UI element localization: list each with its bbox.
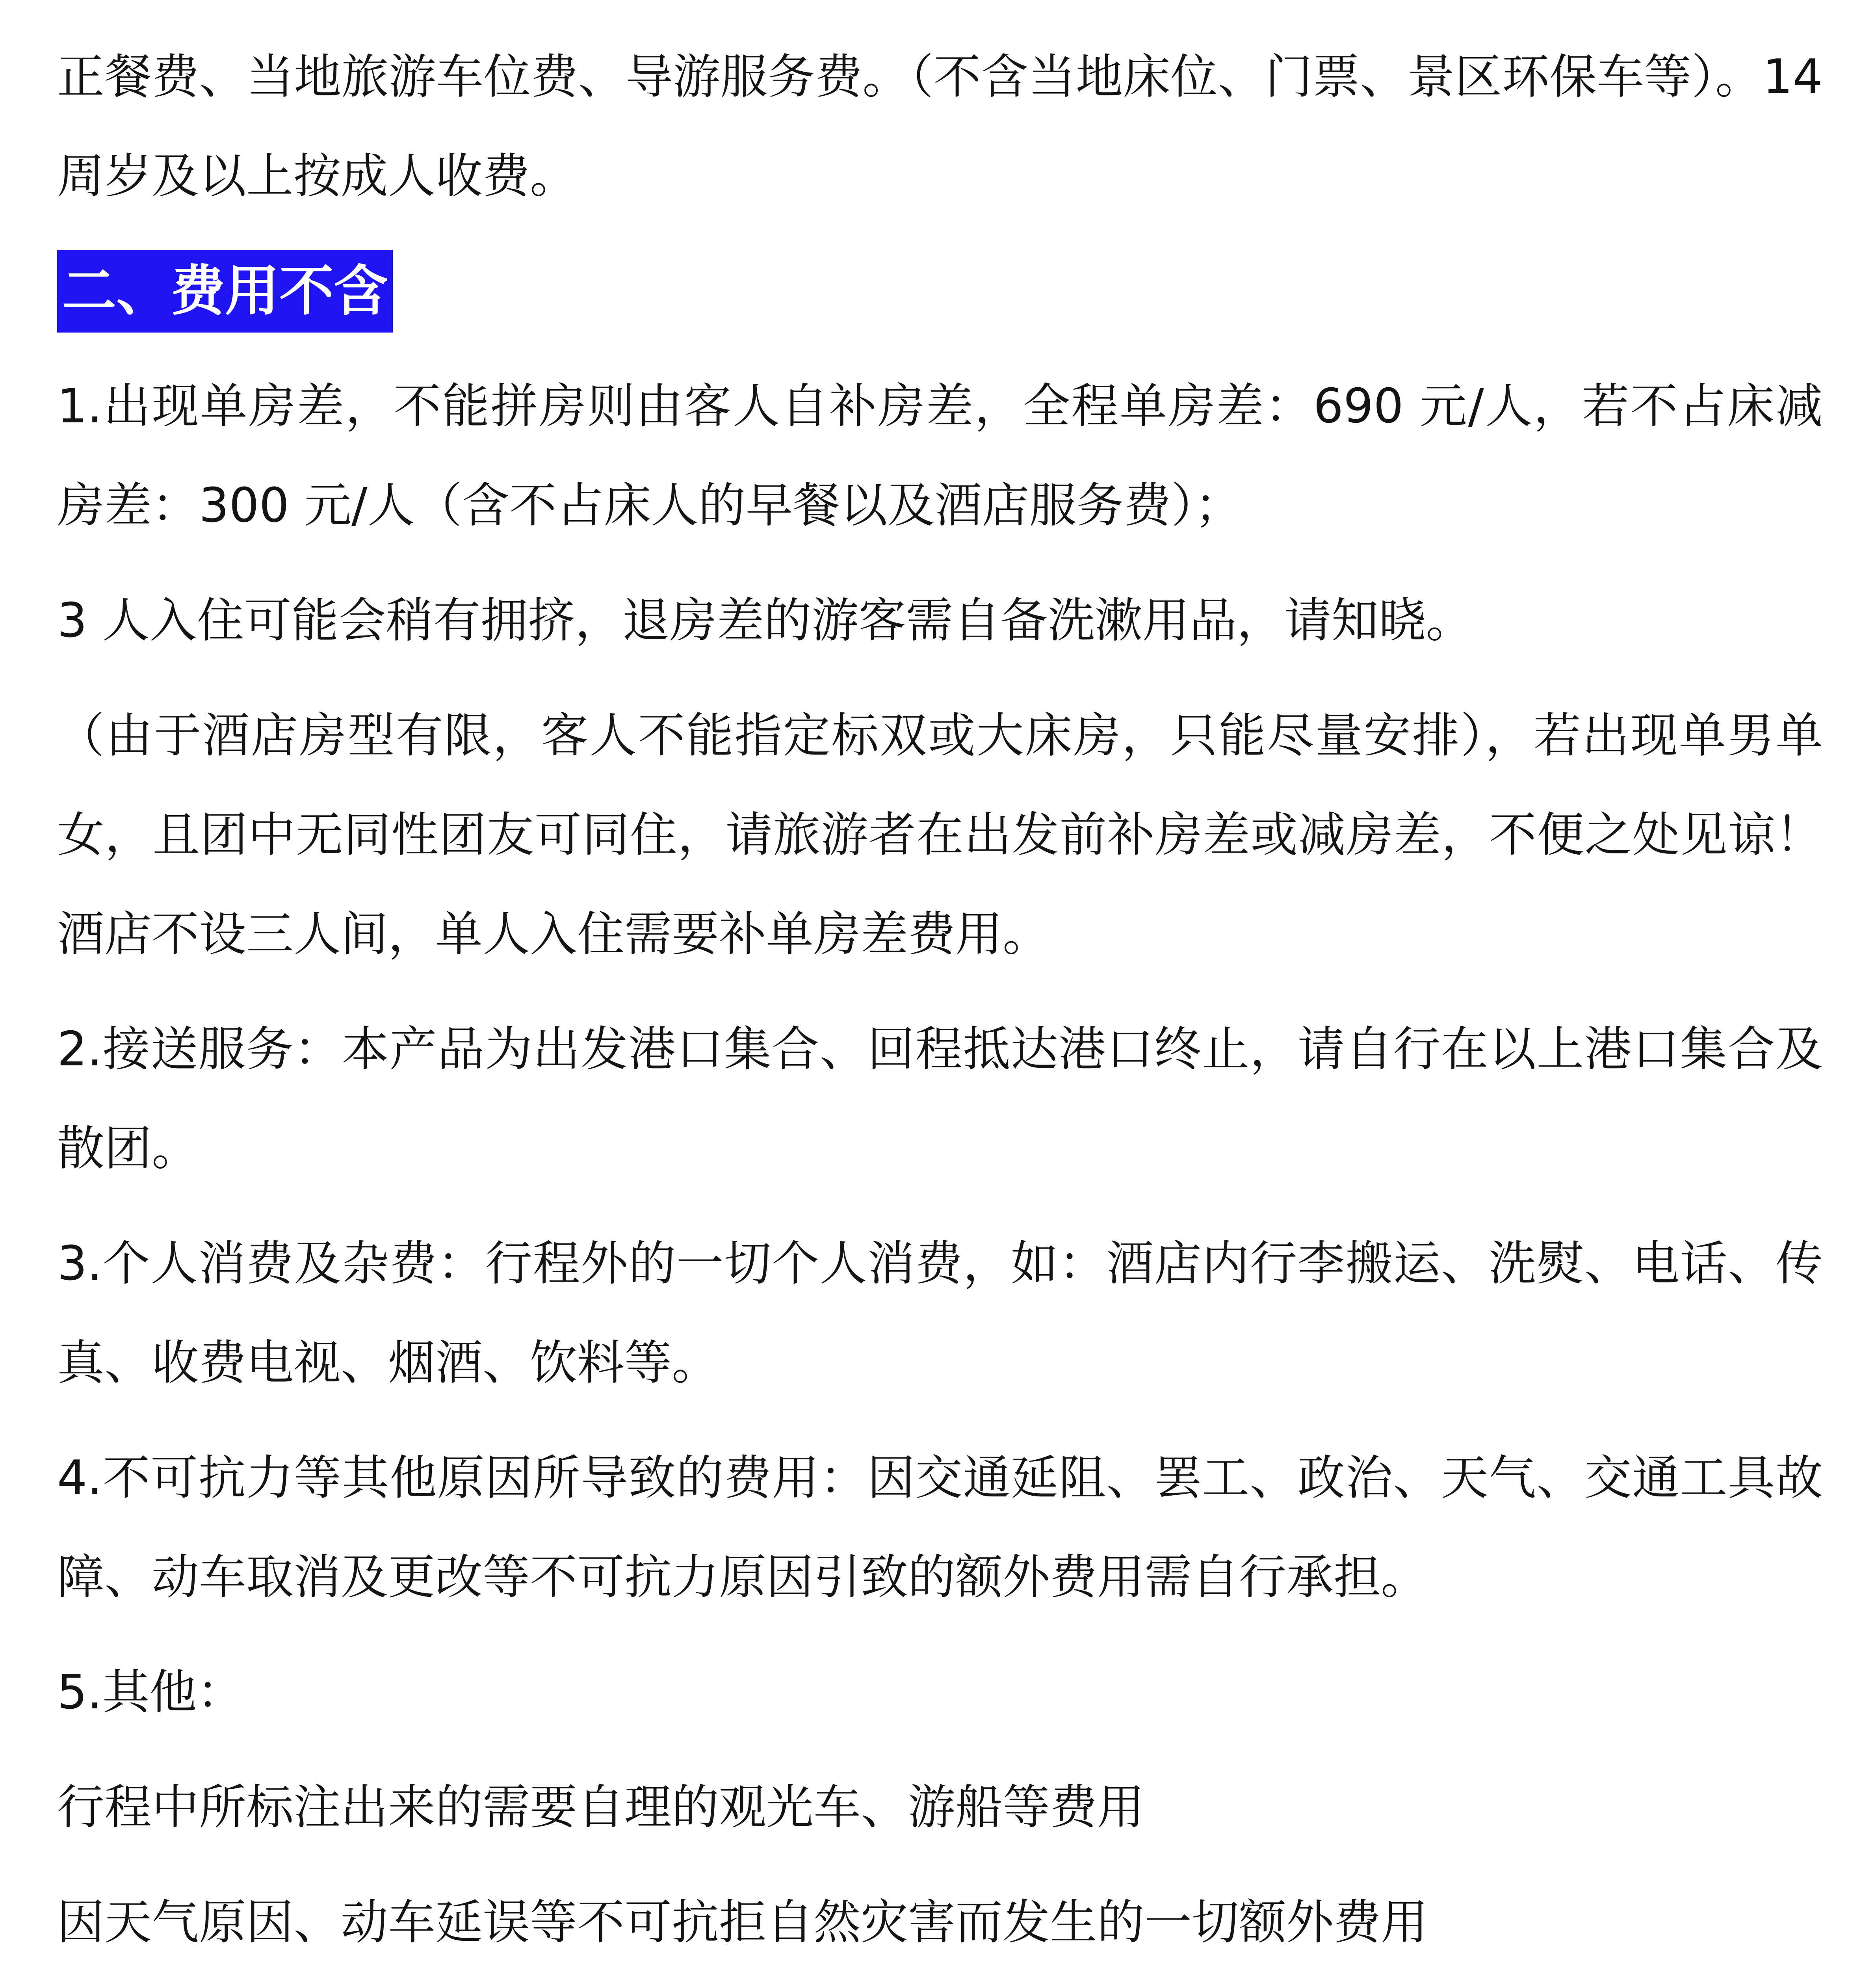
- paragraph-personal-expenses: 3.个人消费及杂费：行程外的一切个人消费，如：酒店内行李搬运、洗熨、电话、传真、收费电视、烟酒、饮料等。: [57, 1236, 1823, 1390]
- paragraph-sightseeing-vehicles: 行程中所标注出来的需要自理的观光车、游船等费用: [57, 1780, 1144, 1835]
- paragraph-others-title: 5.其他：: [57, 1665, 244, 1720]
- paragraph-room-type: （由于酒店房型有限，客人不能指定标双或大床房，只能尽量安排），若出现单男单女，且团中无同性团友可同住，请旅游者在出发前补房差或减房差，不便之处见谅！酒店不设三人间，单人入住需要补单房差费用。: [57, 708, 1823, 962]
- paragraph-single-room: 1.出现单房差，不能拼房则由客人自补房差，全程单房差：690 元/人，若不占床减房差：300 元/人（含不占床人的早餐以及酒店服务费）；: [57, 379, 1823, 533]
- paragraph-three-person: 3 人入住可能会稍有拥挤，退房差的游客需自备洗漱用品，请知晓。: [57, 593, 1473, 648]
- paragraph-included-meals: 正餐费、当地旅游车位费、导游服务费。（不含当地床位、门票、景区环保车等）。14 周岁及以上按成人收费。: [57, 50, 1823, 204]
- paragraph-transfer: 2.接送服务：本产品为出发港口集合、回程抵达港口终止，请自行在以上港口集合及散团。: [57, 1022, 1823, 1176]
- section-heading-wrap: [57, 242, 1823, 341]
- paragraph-force-majeure: 4.不可抗力等其他原因所导致的费用：因交通延阻、罢工、政治、天气、交通工具故障、动车取消及更改等不可抗力原因引致的额外费用需自行承担。: [57, 1451, 1823, 1605]
- paragraph-weather-costs: 因天气原因、动车延误等不可抗拒自然灾害而发生的一切额外费用: [57, 1895, 1428, 1950]
- section-heading-excluded: 二、费用不含: [57, 250, 393, 333]
